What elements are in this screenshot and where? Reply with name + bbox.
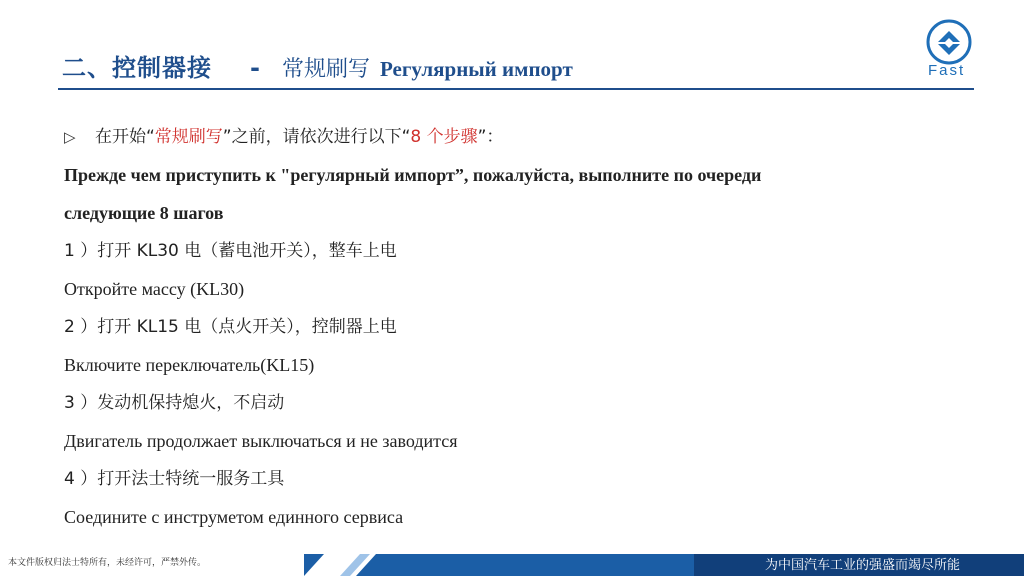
- slogan: 为中国汽车工业的强盛而竭尽所能: [764, 558, 960, 573]
- step-1-russian: Откройте массу (KL30): [64, 279, 245, 299]
- step-2-russian: Включите переключатель(KL15): [64, 355, 315, 375]
- intro-pre: 在开始: [94, 127, 146, 147]
- step-1-chinese: 1 ）打开 KL30 电（蓄电池开关），整车上电: [64, 241, 397, 261]
- intro-russian-line-1: Прежде чем приступить к "регулярный импорт”, пожалуйста, выполните по очереди: [64, 165, 762, 185]
- copyright-notice: 本文件版权归法士特所有，未经许可，严禁外传。: [8, 558, 207, 568]
- step-3-russian: Двигатель продолжает выключаться и не заводится: [64, 431, 458, 451]
- intro-steps: 8 个步骤: [410, 127, 478, 147]
- intro-highlight: 常规刷写: [154, 127, 223, 147]
- title-dash: -: [250, 54, 260, 82]
- intro-russian-line-2: следующие 8 шагов: [64, 203, 224, 223]
- title-russian: Регулярный импорт: [379, 57, 573, 81]
- logo-text: Fast: [928, 62, 966, 79]
- intro-post: ”：: [477, 127, 504, 147]
- title-divider: [58, 88, 974, 90]
- slide-body: [64, 118, 964, 536]
- title-chinese-subtitle: 常规刷写: [281, 57, 370, 82]
- intro-line: [64, 118, 964, 156]
- step-4-russian: Соедините с инструметом единного сервиса: [64, 507, 404, 527]
- step-2-chinese: 2 ）打开 KL15 电（点火开关），控制器上电: [64, 317, 397, 337]
- step-3-chinese: 3 ）发动机保持熄火，不启动: [64, 393, 285, 413]
- intro-quote-open: “: [145, 127, 155, 147]
- step-4-chinese: 4 ）打开法士特统一服务工具: [64, 469, 285, 489]
- slide-title: [62, 48, 573, 88]
- triangle-bullet-icon: ▷: [64, 128, 76, 146]
- title-chinese: 二、控制器接: [62, 54, 212, 82]
- intro-quote-close: ”: [222, 127, 232, 147]
- intro-mid: 之前，请依次进行以下“: [231, 127, 411, 147]
- footer-slant-decoration: [304, 554, 396, 576]
